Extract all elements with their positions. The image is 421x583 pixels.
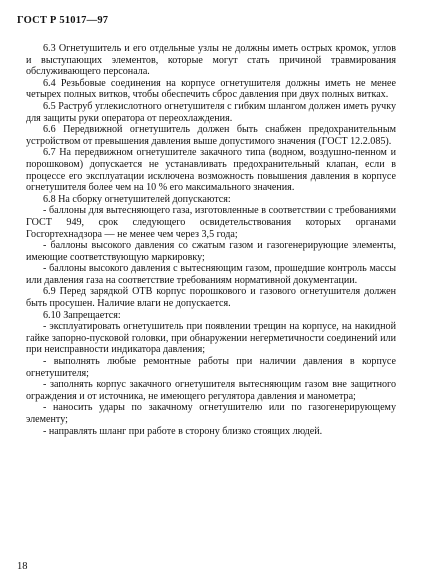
paragraph-6-10: 6.10 Запрещается: [43, 309, 121, 321]
document-header: ГОСТ Р 51017—97 [17, 15, 109, 26]
list-item: - наносить удары по закачному огнетушителю или по газогенерирующему элементу; [26, 402, 396, 425]
document-body [26, 43, 396, 437]
list-item: - выполнять любые ремонтные работы при наличии давления в корпусе огнетушителя; [26, 356, 396, 379]
list-item: - заполнять корпус закачного огнетушителя вытесняющим газом вне защитного ограждения и от источника, не имеющего регулятора давления и манометра; [26, 379, 396, 402]
list-item: - баллоны высокого давления со сжатым газом и газогенерирующие элементы, имеющие соответствующую маркировку; [26, 240, 396, 263]
paragraph-6-9: 6.9 Перед зарядкой ОТВ корпус порошкового и газового огнетушителя должен быть просушен. Наличие влаги не допускается. [26, 286, 396, 310]
paragraph-6-6: 6.6 Передвижной огнетушитель должен быть снабжен предохранительным устройством от превышения давления выше допустимого значения (ГОСТ 12.2.085). [26, 124, 396, 147]
paragraph-6-7: 6.7 На передвижном огнетушителе закачного типа (водном, воздушно-пенном и порошковом) допускается не устанавливать предохранительный клапан, если в процессе его эксплуатации исключена возможность повышения давления в корпусе огнетушителя более чем на 10 % его максимального значения. [26, 147, 396, 194]
paragraph-6-8: 6.8 На сборку огнетушителей допускаются: [43, 193, 231, 205]
list-item: - баллоны высокого давления с вытесняющим газом, прошедшие контроль массы или давления газа на соответствие требованиям нормативной документации. [26, 263, 396, 286]
list-item: - направлять шланг при работе в сторону близко стоящих людей. [43, 425, 323, 437]
paragraph-6-4: 6.4 Резьбовые соединения на корпусе огнетушителя должны иметь не менее четырех полных витков, чтобы обеспечить сброс давления при двух полных витках. [26, 77, 396, 101]
list-item: - эксплуатировать огнетушитель при появлении трещин на корпусе, на накидной гайке запорно-пусковой головки, при обнаружении негерметичности соединений или при неисправности индикатора давления; [26, 321, 396, 356]
list-item: - баллоны для вытесняющего газа, изготовленные в соответствии с требованиями ГОСТ 949, срок следующего освидетельствования которых органами Госгортехнадзора — не менее чем через 3,5 года; [26, 205, 396, 240]
paragraph-6-3: 6.3 Огнетушитель и его отдельные узлы не должны иметь острых кромок, углов и выступающих элементов, которые могут стать причиной травмирования обслуживающего персонала. [26, 43, 396, 78]
page-number: 18 [17, 561, 28, 572]
paragraph-6-5: 6.5 Раструб углекислотного огнетушителя с гибким шлангом должен иметь ручку для защиты руки оператора от переохлаждения. [26, 100, 396, 124]
